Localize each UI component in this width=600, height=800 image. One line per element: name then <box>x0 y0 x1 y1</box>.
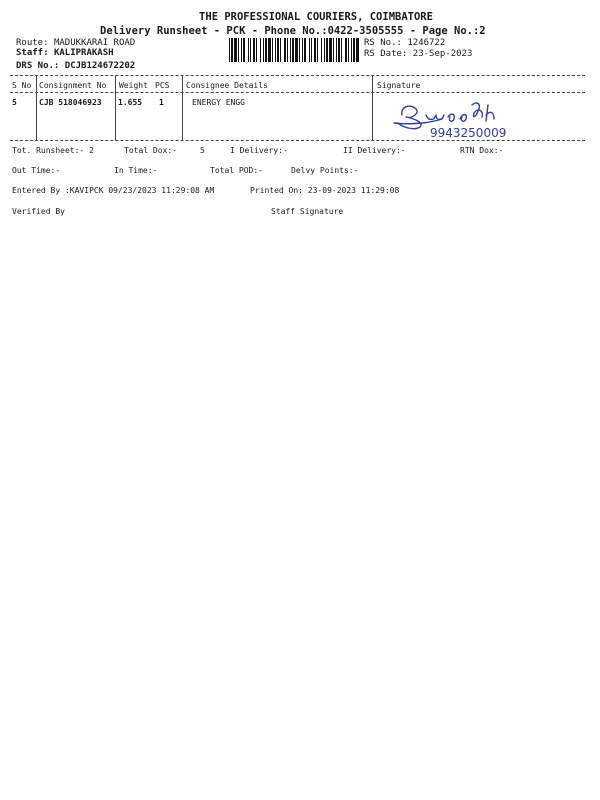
barcode-bar <box>351 38 352 62</box>
barcode-bar <box>265 38 267 62</box>
drs-label: DRS No.: <box>16 61 60 71</box>
total-dox-label: Total Dox:- <box>124 146 177 155</box>
route-label: Route: <box>16 38 49 48</box>
col-header-consignee: Consignee Details <box>186 81 268 90</box>
rs-no-value: 1246722 <box>407 38 446 48</box>
barcode-bar <box>295 38 298 62</box>
barcode-bar <box>272 38 273 62</box>
barcode-bar <box>253 38 255 62</box>
signature-phone: 9943250009 <box>430 126 507 140</box>
barcode-bar <box>250 38 251 62</box>
barcode-bar <box>341 38 342 62</box>
cell-pcs: 1 <box>159 98 164 107</box>
route-line <box>16 38 135 48</box>
barcode-bar <box>333 38 334 62</box>
staff-line <box>16 48 114 58</box>
barcode-bar <box>231 38 233 62</box>
barcode-bar <box>338 38 340 62</box>
barcode-bar <box>290 38 291 62</box>
barcode-bar <box>324 38 325 62</box>
col-divider <box>36 76 37 140</box>
barcode-bar <box>260 38 261 62</box>
rs-date-label: RS Date: <box>364 49 408 59</box>
company-title: THE PROFESSIONAL COURIERS, COIMBATORE <box>199 11 433 23</box>
barcode-bar <box>234 38 237 62</box>
rs-date-value: 23-Sep-2023 <box>412 49 473 59</box>
barcode-bar <box>248 38 249 62</box>
barcode-bar <box>348 38 349 62</box>
in-time: In Time:- <box>114 166 158 175</box>
barcode-bar <box>302 38 303 62</box>
col-header-consignment: Consignment No <box>39 81 107 90</box>
cell-weight: 1.655 <box>118 98 143 107</box>
delvy-points: Delvy Points:- <box>291 166 359 175</box>
barcode-bar <box>241 38 242 62</box>
col-divider <box>182 76 183 140</box>
staff-label: Staff: <box>16 48 49 58</box>
barcode-bar <box>299 38 300 62</box>
col-header-sno: S No <box>12 81 32 90</box>
barcode-bar <box>243 38 245 62</box>
entered-by: Entered By :KAVIPCK 09/23/2023 11:29:08 AM <box>12 186 215 195</box>
col-divider <box>372 76 373 140</box>
barcode-graphic <box>229 38 359 62</box>
barcode-bar <box>309 38 310 62</box>
tot-runsheet: Tot. Runsheet:- 2 <box>12 146 94 155</box>
rtn-dox: RTN Dox:- <box>460 146 504 155</box>
barcode-bar <box>268 38 271 62</box>
i-delivery: I Delivery:- <box>230 146 288 155</box>
rs-no-label: RS No.: <box>364 38 402 48</box>
barcode-bar <box>263 38 264 62</box>
col-header-weight: Weight <box>119 81 148 90</box>
barcode-bar <box>292 38 294 62</box>
total-dox-value: 5 <box>200 146 205 155</box>
barcode-bar <box>284 38 286 62</box>
barcode-bar <box>345 38 347 62</box>
barcode-bar <box>280 38 281 62</box>
rs-date-line <box>364 49 472 59</box>
barcode-bar <box>229 38 230 62</box>
table-top-rule <box>10 75 585 76</box>
barcode-bar <box>256 38 257 62</box>
barcode-bar <box>314 38 316 62</box>
cell-consignee: ENERGY ENGG <box>192 98 245 107</box>
staff-signature: Staff Signature <box>271 207 344 216</box>
barcode-bar <box>287 38 288 62</box>
out-time: Out Time:- <box>12 166 61 175</box>
barcode-bar <box>238 38 239 62</box>
barcode-bar <box>356 38 359 62</box>
barcode-bar <box>317 38 318 62</box>
recipient-signature <box>390 93 560 141</box>
barcode-bar <box>311 38 312 62</box>
printed-on: Printed On: 23-09-2023 11:29:08 <box>250 186 400 195</box>
ii-delivery: II Delivery:- <box>343 146 406 155</box>
route-value: MADUKKARAI ROAD <box>53 38 136 48</box>
col-header-pcs: PCS <box>155 81 170 90</box>
col-divider <box>115 76 116 140</box>
total-pod: Total POD:- <box>210 166 263 175</box>
barcode-bar <box>321 38 322 62</box>
barcode-bar <box>336 38 337 62</box>
barcode-bar <box>353 38 355 62</box>
col-header-signature: Signature <box>377 81 421 90</box>
barcode-bar <box>329 38 332 62</box>
runsheet-subtitle: Delivery Runsheet - PCK - Phone No.:0422-3505555 - Page No.:2 <box>100 25 486 37</box>
drs-value: DCJB124672202 <box>64 61 136 71</box>
barcode-bar <box>277 38 279 62</box>
cell-sno: 5 <box>12 98 17 107</box>
barcode-bar <box>326 38 328 62</box>
staff-value: KALIPRAKASH <box>53 48 114 58</box>
barcode-bar <box>304 38 306 62</box>
verified-by: Verified By <box>12 207 65 216</box>
cell-consignment: CJB 518046923 <box>39 98 102 107</box>
drs-line <box>16 61 135 71</box>
barcode-bar <box>275 38 276 62</box>
rs-no-line <box>364 38 445 48</box>
